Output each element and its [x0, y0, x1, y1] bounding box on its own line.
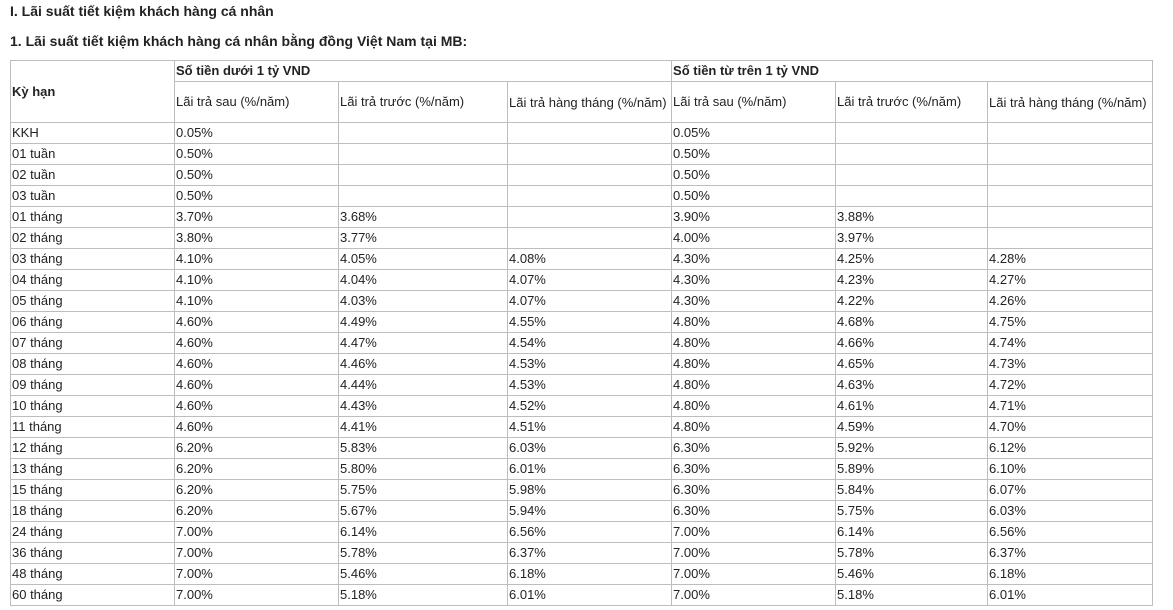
rate-cell: 4.55% — [508, 312, 672, 333]
cut-off-footer-text — [10, 604, 310, 610]
term-cell: 09 tháng — [11, 375, 175, 396]
rate-cell: 4.60% — [175, 333, 339, 354]
rate-cell: 4.75% — [988, 312, 1153, 333]
rate-cell: 0.50% — [175, 144, 339, 165]
rate-cell: 4.71% — [988, 396, 1153, 417]
rate-cell: 4.53% — [508, 354, 672, 375]
term-cell: 13 tháng — [11, 459, 175, 480]
rate-cell: 6.30% — [672, 501, 836, 522]
rate-cell: 7.00% — [175, 522, 339, 543]
rate-cell: 4.73% — [988, 354, 1153, 375]
table-row — [11, 165, 1153, 186]
rate-cell: 4.44% — [339, 375, 508, 396]
term-cell: 02 tháng — [11, 228, 175, 249]
rate-cell: 7.00% — [672, 585, 836, 606]
rate-cell: 5.18% — [339, 585, 508, 606]
rate-cell: 6.14% — [339, 522, 508, 543]
rate-cell: 4.30% — [672, 270, 836, 291]
rate-cell: 6.01% — [508, 459, 672, 480]
rate-cell — [508, 228, 672, 249]
rate-cell: 3.88% — [836, 207, 988, 228]
table-row — [11, 459, 1153, 480]
rate-cell: 4.25% — [836, 249, 988, 270]
rate-cell: 5.84% — [836, 480, 988, 501]
table-row — [11, 396, 1153, 417]
rate-cell — [508, 186, 672, 207]
rate-cell: 4.72% — [988, 375, 1153, 396]
sub-header-cell: Lãi trả trước (%/năm) — [836, 82, 988, 123]
rate-cell: 5.75% — [836, 501, 988, 522]
rate-cell: 5.83% — [339, 438, 508, 459]
rate-cell: 3.80% — [175, 228, 339, 249]
rate-cell: 6.10% — [988, 459, 1153, 480]
rate-cell: 4.49% — [339, 312, 508, 333]
rate-cell: 5.94% — [508, 501, 672, 522]
rate-cell: 7.00% — [672, 522, 836, 543]
rate-cell: 4.63% — [836, 375, 988, 396]
table-row — [11, 333, 1153, 354]
rate-cell: 4.08% — [508, 249, 672, 270]
rate-cell: 4.28% — [988, 249, 1153, 270]
rate-cell: 0.05% — [175, 123, 339, 144]
term-cell: 08 tháng — [11, 354, 175, 375]
rate-cell: 6.30% — [672, 480, 836, 501]
term-cell: 07 tháng — [11, 333, 175, 354]
rate-cell: 4.74% — [988, 333, 1153, 354]
rate-cell: 5.46% — [836, 564, 988, 585]
table-row — [11, 417, 1153, 438]
rate-cell — [836, 123, 988, 144]
rate-cell: 4.05% — [339, 249, 508, 270]
rate-cell: 4.07% — [508, 291, 672, 312]
table-row — [11, 312, 1153, 333]
rate-cell — [988, 207, 1153, 228]
sub-header-cell: Lãi trả hàng tháng (%/năm) — [508, 82, 672, 123]
rate-cell: 4.41% — [339, 417, 508, 438]
sub-header-cell: Lãi trả hàng tháng (%/năm) — [988, 82, 1153, 123]
table-row — [11, 354, 1153, 375]
rate-cell — [836, 165, 988, 186]
rate-cell: 3.90% — [672, 207, 836, 228]
rate-cell: 4.10% — [175, 270, 339, 291]
rate-cell: 3.97% — [836, 228, 988, 249]
rate-cell: 4.10% — [175, 291, 339, 312]
rate-cell: 0.50% — [672, 165, 836, 186]
sub-header-cell: Lãi trả sau (%/năm) — [175, 82, 339, 123]
term-cell: 05 tháng — [11, 291, 175, 312]
rate-cell: 4.60% — [175, 312, 339, 333]
sub-header-row — [11, 82, 1153, 123]
rate-cell — [988, 228, 1153, 249]
term-cell: 03 tuần — [11, 186, 175, 207]
rate-cell: 5.18% — [836, 585, 988, 606]
rate-cell: 6.07% — [988, 480, 1153, 501]
rate-cell: 4.26% — [988, 291, 1153, 312]
table-row — [11, 501, 1153, 522]
rate-cell: 4.03% — [339, 291, 508, 312]
rate-cell: 5.75% — [339, 480, 508, 501]
rate-cell: 4.51% — [508, 417, 672, 438]
rate-cell: 6.01% — [508, 585, 672, 606]
rate-cell: 4.68% — [836, 312, 988, 333]
rate-cell: 6.18% — [988, 564, 1153, 585]
rate-cell: 6.30% — [672, 459, 836, 480]
rate-cell: 5.78% — [836, 543, 988, 564]
rate-cell: 7.00% — [672, 543, 836, 564]
table-row — [11, 543, 1153, 564]
table-row — [11, 480, 1153, 501]
rate-cell: 4.52% — [508, 396, 672, 417]
term-cell: 24 tháng — [11, 522, 175, 543]
rate-cell: 6.56% — [988, 522, 1153, 543]
rate-cell: 4.66% — [836, 333, 988, 354]
term-cell: 18 tháng — [11, 501, 175, 522]
term-column-header: Kỳ hạn — [11, 61, 175, 123]
term-cell: 02 tuần — [11, 165, 175, 186]
table-row — [11, 123, 1153, 144]
rate-cell — [508, 144, 672, 165]
rate-cell: 3.77% — [339, 228, 508, 249]
table-row — [11, 186, 1153, 207]
rate-cell — [339, 123, 508, 144]
rate-cell: 6.03% — [988, 501, 1153, 522]
rate-cell: 4.10% — [175, 249, 339, 270]
rate-cell: 6.18% — [508, 564, 672, 585]
term-cell: 01 tuần — [11, 144, 175, 165]
rate-cell — [988, 165, 1153, 186]
rate-cell: 6.20% — [175, 501, 339, 522]
rate-cell: 6.37% — [508, 543, 672, 564]
rate-cell: 6.37% — [988, 543, 1153, 564]
rate-table-body — [11, 123, 1153, 606]
table-row — [11, 270, 1153, 291]
term-cell: 04 tháng — [11, 270, 175, 291]
rate-cell: 0.05% — [672, 123, 836, 144]
term-cell: 36 tháng — [11, 543, 175, 564]
rate-cell: 7.00% — [175, 564, 339, 585]
term-cell: 10 tháng — [11, 396, 175, 417]
rate-cell — [339, 144, 508, 165]
rate-cell: 5.80% — [339, 459, 508, 480]
rate-cell: 5.92% — [836, 438, 988, 459]
rate-cell: 4.80% — [672, 312, 836, 333]
rate-cell: 7.00% — [175, 543, 339, 564]
rate-cell — [508, 207, 672, 228]
rate-cell — [339, 165, 508, 186]
rate-cell: 5.98% — [508, 480, 672, 501]
rate-cell: 4.60% — [175, 354, 339, 375]
term-cell: 60 tháng — [11, 585, 175, 606]
rate-cell: 5.67% — [339, 501, 508, 522]
term-cell: KKH — [11, 123, 175, 144]
term-cell: 48 tháng — [11, 564, 175, 585]
rate-cell: 6.12% — [988, 438, 1153, 459]
group-header-row — [11, 61, 1153, 82]
rate-cell — [836, 186, 988, 207]
group-header-over-1b: Số tiền từ trên 1 tỷ VND — [672, 61, 1153, 82]
rate-cell: 5.78% — [339, 543, 508, 564]
rate-cell: 4.04% — [339, 270, 508, 291]
term-cell: 15 tháng — [11, 480, 175, 501]
term-cell: 03 tháng — [11, 249, 175, 270]
sub-header-cell: Lãi trả trước (%/năm) — [339, 82, 508, 123]
rate-cell: 0.50% — [175, 186, 339, 207]
rate-cell: 7.00% — [175, 585, 339, 606]
section-title: I. Lãi suất tiết kiệm khách hàng cá nhân — [10, 3, 274, 19]
rate-cell — [988, 144, 1153, 165]
rate-cell — [988, 123, 1153, 144]
sub-header-cell: Lãi trả sau (%/năm) — [672, 82, 836, 123]
rate-cell: 4.47% — [339, 333, 508, 354]
rate-cell: 4.60% — [175, 396, 339, 417]
table-row — [11, 249, 1153, 270]
rate-cell: 4.00% — [672, 228, 836, 249]
rate-cell — [508, 165, 672, 186]
rate-cell: 4.65% — [836, 354, 988, 375]
table-row — [11, 438, 1153, 459]
rate-cell: 4.07% — [508, 270, 672, 291]
table-row — [11, 291, 1153, 312]
rate-cell: 4.23% — [836, 270, 988, 291]
term-cell: 01 tháng — [11, 207, 175, 228]
rate-cell: 5.89% — [836, 459, 988, 480]
rate-cell: 6.14% — [836, 522, 988, 543]
rate-cell: 6.03% — [508, 438, 672, 459]
rate-cell: 4.60% — [175, 417, 339, 438]
rate-cell: 4.43% — [339, 396, 508, 417]
rate-cell: 4.80% — [672, 333, 836, 354]
table-row — [11, 585, 1153, 606]
rate-cell — [988, 186, 1153, 207]
rate-cell: 6.20% — [175, 480, 339, 501]
rate-cell: 4.61% — [836, 396, 988, 417]
rate-cell: 6.20% — [175, 459, 339, 480]
group-header-under-1b: Số tiền dưới 1 tỷ VND — [175, 61, 672, 82]
table-row — [11, 144, 1153, 165]
term-cell: 11 tháng — [11, 417, 175, 438]
rate-cell: 4.60% — [175, 375, 339, 396]
rate-cell: 6.30% — [672, 438, 836, 459]
rate-cell: 4.54% — [508, 333, 672, 354]
rate-cell: 7.00% — [672, 564, 836, 585]
rate-cell — [836, 144, 988, 165]
rate-cell: 4.30% — [672, 249, 836, 270]
rate-cell: 3.68% — [339, 207, 508, 228]
rate-cell: 4.27% — [988, 270, 1153, 291]
subsection-title: 1. Lãi suất tiết kiệm khách hàng cá nhân bằng đồng Việt Nam tại MB: — [10, 33, 468, 49]
rate-cell: 4.53% — [508, 375, 672, 396]
rate-cell: 4.46% — [339, 354, 508, 375]
table-row — [11, 522, 1153, 543]
table-row — [11, 228, 1153, 249]
rate-cell: 4.59% — [836, 417, 988, 438]
table-row — [11, 375, 1153, 396]
rate-cell: 4.80% — [672, 375, 836, 396]
rate-cell: 0.50% — [672, 144, 836, 165]
term-cell: 12 tháng — [11, 438, 175, 459]
rate-cell: 4.80% — [672, 417, 836, 438]
table-row — [11, 564, 1153, 585]
table-row — [11, 207, 1153, 228]
rate-cell — [339, 186, 508, 207]
rate-cell: 4.80% — [672, 396, 836, 417]
rate-cell: 4.70% — [988, 417, 1153, 438]
rate-cell: 4.80% — [672, 354, 836, 375]
rate-cell: 6.01% — [988, 585, 1153, 606]
rate-cell: 6.20% — [175, 438, 339, 459]
rate-cell: 3.70% — [175, 207, 339, 228]
rate-cell: 5.46% — [339, 564, 508, 585]
term-cell: 06 tháng — [11, 312, 175, 333]
rate-cell: 6.56% — [508, 522, 672, 543]
rate-cell: 4.22% — [836, 291, 988, 312]
rate-cell — [508, 123, 672, 144]
rate-cell: 0.50% — [175, 165, 339, 186]
interest-rate-table — [10, 60, 1153, 606]
rate-cell: 0.50% — [672, 186, 836, 207]
rate-cell: 4.30% — [672, 291, 836, 312]
